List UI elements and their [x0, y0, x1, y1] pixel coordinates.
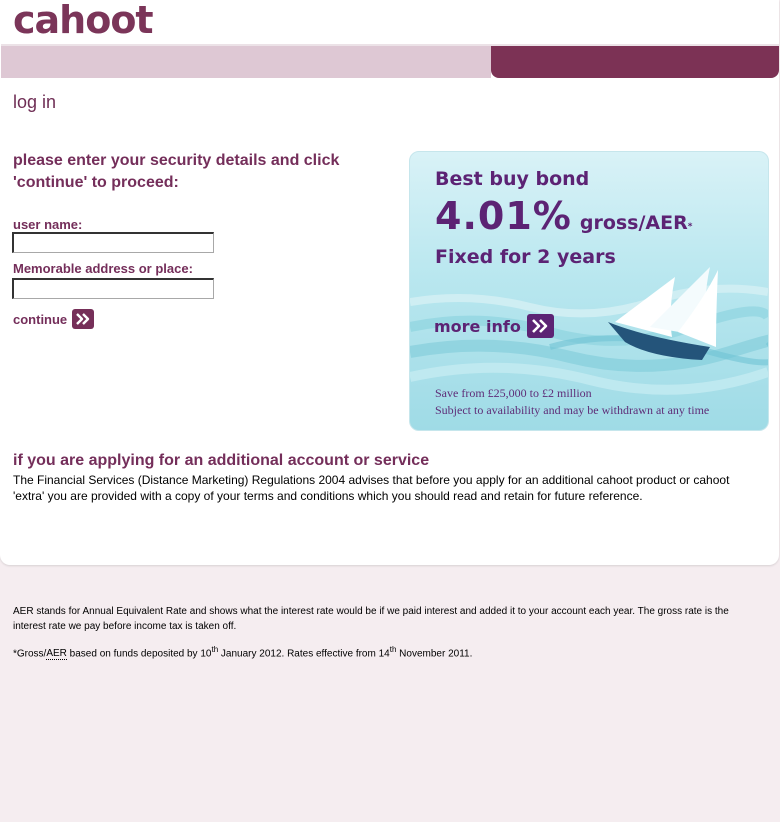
double-chevron-icon [72, 309, 94, 329]
header-band-light [1, 44, 491, 78]
promo-disclaimer: Subject to availability and may be withdrawn at any time [435, 403, 710, 417]
continue-label: continue [13, 311, 68, 327]
more-info-link[interactable] [434, 314, 554, 338]
username-input[interactable] [12, 232, 214, 253]
promo-rate: 4.01% [435, 194, 572, 238]
rate-note-text: November 2011. [396, 648, 473, 660]
double-chevron-icon [527, 314, 554, 338]
login-instructions: please enter your security details and click 'continue' to proceed: [13, 152, 340, 191]
promo-rate-suffix: gross/AER [579, 212, 688, 234]
additional-account-body: The Financial Services (Distance Marketing) Regulations 2004 advises that before you apply for an additional cahoot product or cahoot 'extra' you are provided with a copy of your terms and conditions which you should read and retain for future reference. [13, 473, 730, 503]
username-label: user name: [13, 217, 83, 232]
more-info-label: more info [434, 316, 521, 336]
rate-note-text: January 2012. Rates effective from 14 [218, 648, 390, 660]
memorable-label: Memorable address or place: [13, 261, 193, 276]
promo-heading: Best buy bond [435, 168, 590, 190]
promo-deposit-range: Save from £25,000 to £2 million [435, 386, 592, 400]
bond-promo-banner[interactable] [409, 151, 769, 431]
promo-term: Fixed for 2 years [435, 246, 616, 268]
header-band-edge [1, 44, 779, 46]
ordinal-suffix: th [211, 645, 219, 654]
rate-note-prefix: *Gross/ [13, 648, 47, 660]
promo-rate-mark: * [687, 222, 693, 232]
rate-note-text: based on funds deposited by 10 [66, 648, 212, 660]
header-band-dark [491, 44, 779, 78]
rate-footnote [13, 642, 763, 661]
cahoot-logo[interactable]: cahoot [13, 0, 153, 42]
continue-button[interactable] [13, 309, 94, 329]
ordinal-suffix: th [389, 645, 397, 654]
additional-account-heading: if you are applying for an additional account or service [13, 452, 430, 469]
promo-rate-row [435, 194, 692, 238]
memorable-input[interactable] [12, 278, 214, 299]
aer-footnote: AER stands for Annual Equivalent Rate and shows what the interest rate would be if we paid interest and added it to your account each year. The gross rate is the interest rate we pay before income tax is taken off. [13, 606, 729, 632]
page-title: log in [13, 92, 57, 112]
aer-abbreviation: AER [46, 648, 67, 660]
